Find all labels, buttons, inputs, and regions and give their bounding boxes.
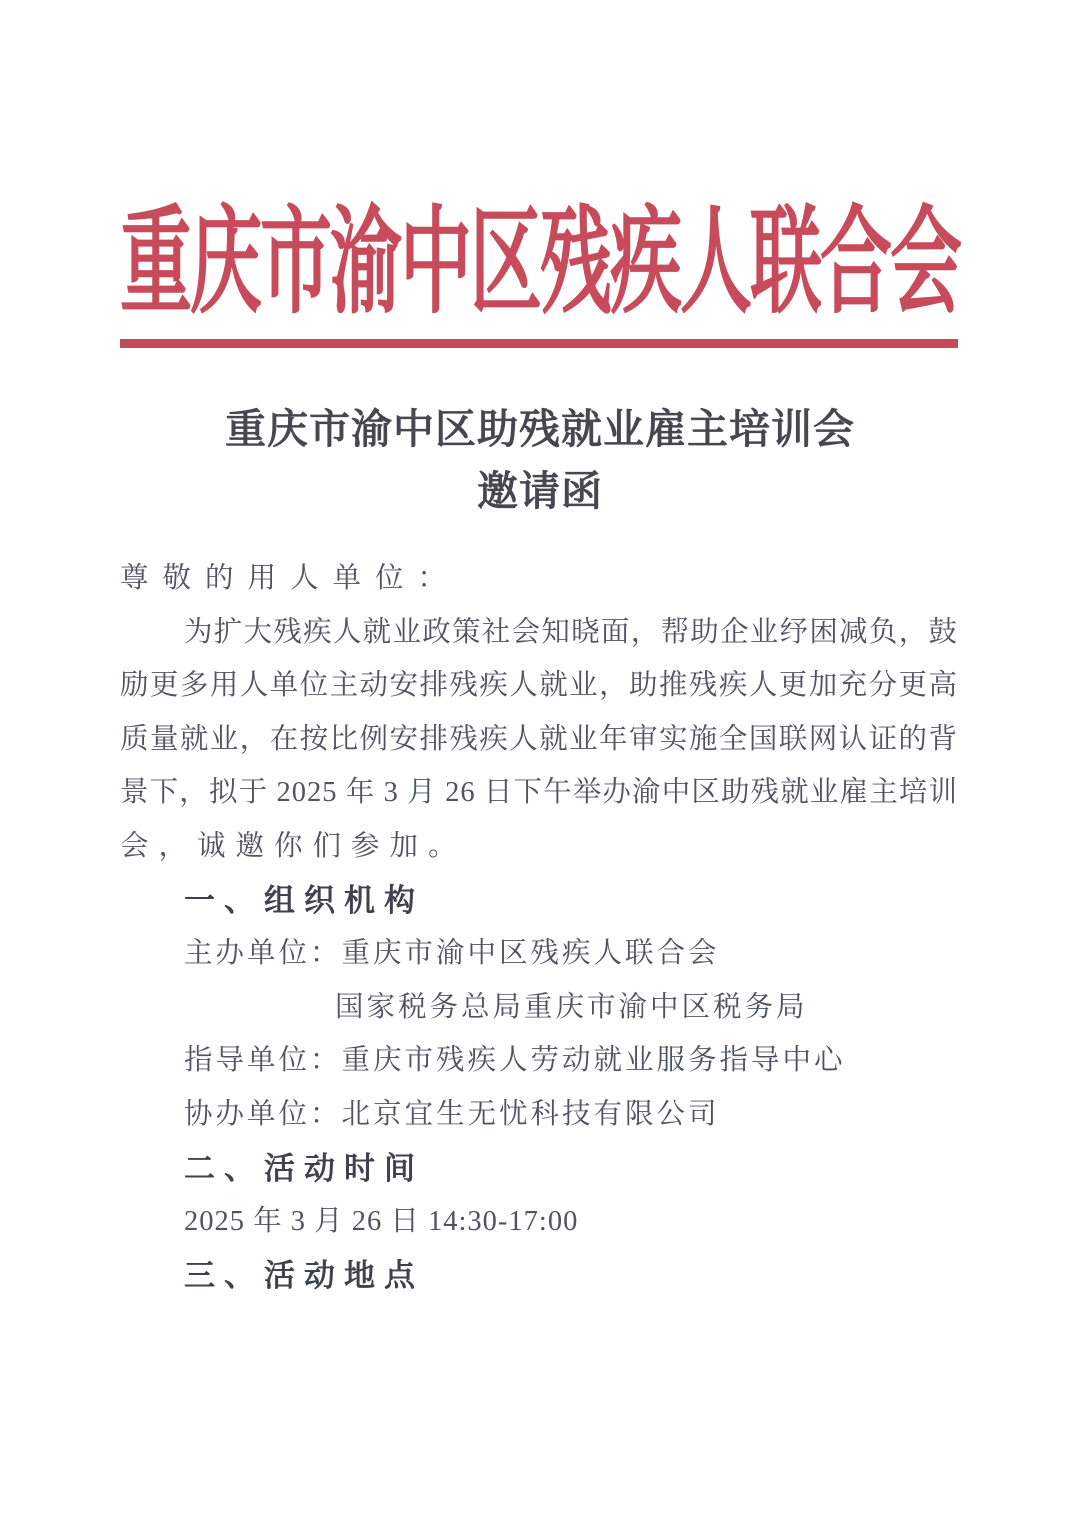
co-unit-value: 北京宜生无忧科技有限公司 [341,1098,720,1130]
salutation: 尊敬的用人单位： [120,563,461,594]
letterhead [0,198,1080,328]
host-unit-line [120,927,958,981]
section-heading-organization: 一、组织机构 [184,882,424,918]
host-unit-value-2: 国家税务总局重庆市渝中区税务局 [335,991,808,1023]
document-title [0,398,1080,522]
document-title-line1: 重庆市渝中区助残就业雇主培训会 [225,406,855,452]
paragraph-line-1: 为扩大残疾人就业政策社会知晓面，帮助企业纾困减负，鼓 [184,616,958,648]
document-title-line2: 邀请函 [477,468,603,514]
section-heading-time: 二、活动时间 [184,1150,424,1186]
guide-unit-label: 指导单位： [184,1045,342,1077]
host-unit-label: 主办单位： [184,938,342,970]
paragraph-line-5: 会，诚邀你们参加。 [120,830,467,862]
paragraph-line-4: 景下，拟于 2025 年 3 月 26 日下午举办渝中区助残就业雇主培训 [120,777,958,809]
event-datetime: 2025 年 3 月 26 日 14:30-17:00 [184,1206,579,1238]
letterhead-title: 重庆市渝中区残疾人联合会 [119,198,960,328]
letter-body [120,552,958,1302]
section-heading-place: 三、活动地点 [184,1257,424,1293]
co-unit-line [120,1088,958,1142]
guide-unit-line [120,1034,958,1088]
co-unit-label: 协办单位： [184,1098,342,1130]
paragraph-line-2: 励更多用人单位主动安排残疾人就业，助推残疾人更加充分更高 [120,670,958,702]
guide-unit-value: 重庆市残疾人劳动就业服务指导中心 [341,1045,846,1077]
host-unit-value-1: 重庆市渝中区残疾人联合会 [341,938,720,970]
paragraph-line-3: 质量就业，在按比例安排残疾人就业年审实施全国联网认证的背 [120,723,958,755]
letterhead-rule [120,339,958,348]
